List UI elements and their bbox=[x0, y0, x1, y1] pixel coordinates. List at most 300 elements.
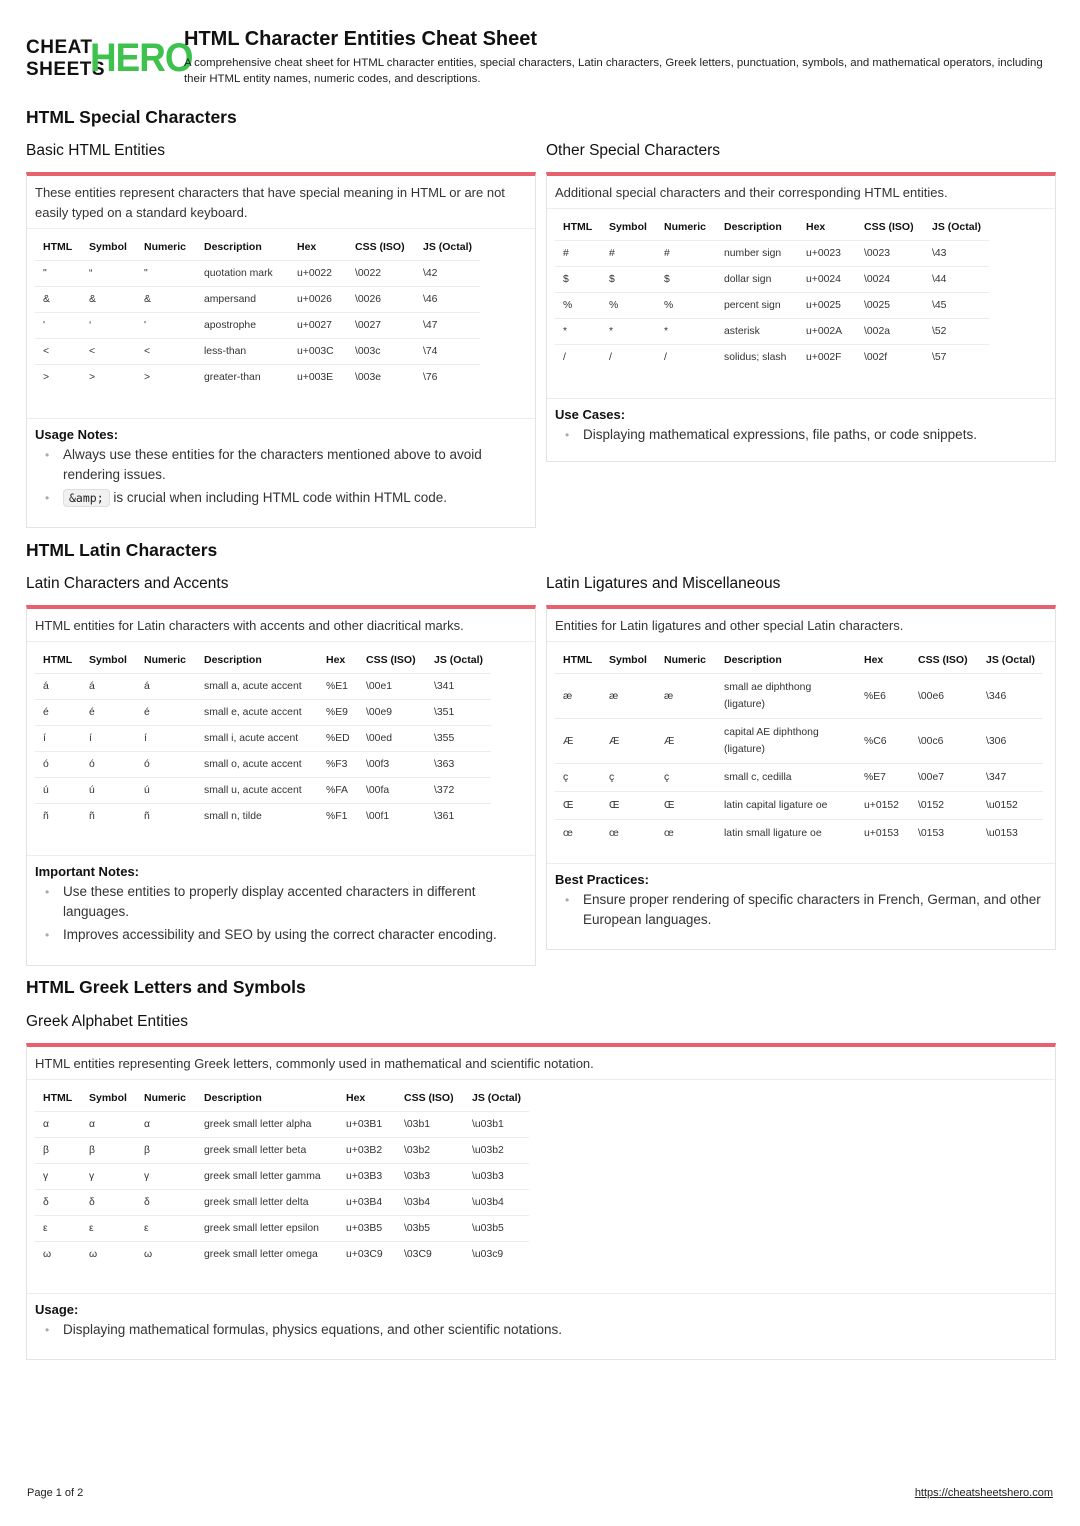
cell-numeric: $ bbox=[656, 267, 716, 293]
logo-text-cheat: CHEAT bbox=[26, 37, 93, 58]
column-header-hex: Hex bbox=[864, 654, 884, 666]
cell-html: γ bbox=[35, 1164, 81, 1190]
cell-html: Æ bbox=[555, 719, 601, 764]
cell-symbol: æ bbox=[601, 674, 656, 719]
cell-html: α bbox=[35, 1112, 81, 1138]
cell-symbol: ε bbox=[81, 1216, 136, 1242]
cell-css-iso: \03b1 bbox=[396, 1112, 464, 1138]
cell-symbol: * bbox=[601, 319, 656, 345]
column-header-html: HTML bbox=[43, 1092, 73, 1104]
cell-numeric: í bbox=[136, 726, 196, 752]
cell-html: ω bbox=[35, 1242, 81, 1268]
cell-css-iso: \03b3 bbox=[396, 1164, 464, 1190]
card-title-greek: Greek Alphabet Entities bbox=[26, 1013, 188, 1030]
cell-numeric: ε bbox=[136, 1216, 196, 1242]
column-header-description: Description bbox=[724, 654, 782, 666]
note-item: • Displaying mathematical formulas, physics equations, and other scientific notations. bbox=[45, 1320, 1047, 1340]
cell-html: # bbox=[555, 241, 601, 267]
cell-description: number sign bbox=[716, 241, 798, 267]
cell-hex: u+003C bbox=[289, 339, 347, 365]
table-header-row bbox=[35, 648, 491, 674]
column-header-hex: Hex bbox=[806, 221, 826, 233]
cell-html: & bbox=[35, 287, 81, 313]
card-title-basic: Basic HTML Entities bbox=[26, 142, 165, 159]
column-header-css-iso: CSS (ISO) bbox=[404, 1092, 454, 1104]
card-latin-accents bbox=[26, 605, 536, 966]
column-header-numeric: Numeric bbox=[664, 654, 707, 666]
table-row bbox=[555, 792, 1043, 820]
cell-html: æ bbox=[555, 674, 601, 719]
cell-numeric: < bbox=[136, 339, 196, 365]
table-row bbox=[35, 726, 491, 752]
cell-css-iso: \0024 bbox=[856, 267, 924, 293]
cell-js-octal: \45 bbox=[924, 293, 989, 319]
cell-js-octal: \u03b2 bbox=[464, 1138, 529, 1164]
cell-symbol: < bbox=[81, 339, 136, 365]
column-header-css-iso: CSS (ISO) bbox=[864, 221, 914, 233]
cell-description: greater-than bbox=[196, 365, 289, 391]
cell-js-octal: \76 bbox=[415, 365, 480, 391]
column-header-html: HTML bbox=[43, 241, 73, 253]
cell-description: greek small letter delta bbox=[196, 1190, 338, 1216]
cell-numeric: œ bbox=[656, 820, 716, 848]
cell-hex: u+0152 bbox=[856, 792, 910, 820]
cell-description: small o, acute accent bbox=[196, 752, 318, 778]
cell-hex: %FA bbox=[318, 778, 358, 804]
cell-css-iso: \03b2 bbox=[396, 1138, 464, 1164]
column-header-js-octal: JS (Octal) bbox=[932, 221, 982, 233]
cell-hex: u+002F bbox=[798, 345, 856, 371]
column-header-css-iso: CSS (ISO) bbox=[366, 654, 416, 666]
notes-heading: Use Cases: bbox=[555, 407, 626, 422]
cell-js-octal: \57 bbox=[924, 345, 989, 371]
table-row bbox=[35, 1216, 529, 1242]
card-description: HTML entities for Latin characters with accents and other diacritical marks. bbox=[27, 609, 535, 642]
column-header-numeric: Numeric bbox=[144, 241, 187, 253]
cell-symbol: “ bbox=[81, 261, 136, 287]
cell-description: greek small letter omega bbox=[196, 1242, 338, 1268]
table-header-row bbox=[555, 215, 989, 241]
cell-hex: %C6 bbox=[856, 719, 910, 764]
cell-description: small e, acute accent bbox=[196, 700, 318, 726]
table-row bbox=[35, 700, 491, 726]
cell-css-iso: \00c6 bbox=[910, 719, 978, 764]
cell-js-octal: \44 bbox=[924, 267, 989, 293]
cell-numeric: ' bbox=[136, 313, 196, 339]
table-row bbox=[555, 764, 1043, 792]
cell-numeric: á bbox=[136, 674, 196, 700]
cell-css-iso: \00fa bbox=[358, 778, 426, 804]
cell-numeric: ú bbox=[136, 778, 196, 804]
cell-css-iso: \00e9 bbox=[358, 700, 426, 726]
cell-hex: u+03C9 bbox=[338, 1242, 396, 1268]
column-header-symbol: Symbol bbox=[609, 221, 647, 233]
inline-code: &amp; bbox=[63, 489, 110, 507]
notes-heading: Best Practices: bbox=[555, 872, 649, 887]
cell-hex: u+002A bbox=[798, 319, 856, 345]
cell-numeric: ω bbox=[136, 1242, 196, 1268]
cell-html: ε bbox=[35, 1216, 81, 1242]
table-row bbox=[35, 1164, 529, 1190]
cell-numeric: α bbox=[136, 1112, 196, 1138]
note-item: • Displaying mathematical expressions, file paths, or code snippets. bbox=[565, 425, 1047, 445]
cell-js-octal: \341 bbox=[426, 674, 491, 700]
cell-html: β bbox=[35, 1138, 81, 1164]
table-row bbox=[35, 339, 480, 365]
cell-css-iso: \00e6 bbox=[910, 674, 978, 719]
cheatsheetshero-logo[interactable] bbox=[26, 36, 193, 80]
cell-description: latin capital ligature oe bbox=[716, 792, 856, 820]
cell-description: greek small letter beta bbox=[196, 1138, 338, 1164]
cell-symbol: í bbox=[81, 726, 136, 752]
card-title-other: Other Special Characters bbox=[546, 142, 721, 159]
section-title-special: HTML Special Characters bbox=[26, 107, 237, 127]
cell-hex: u+03B4 bbox=[338, 1190, 396, 1216]
column-header-js-octal: JS (Octal) bbox=[472, 1092, 522, 1104]
cell-numeric: > bbox=[136, 365, 196, 391]
card-description: HTML entities representing Greek letters, commonly used in mathematical and scientific notation. bbox=[27, 1047, 1055, 1080]
column-header-hex: Hex bbox=[297, 241, 317, 253]
cell-html: œ bbox=[555, 820, 601, 848]
column-header-html: HTML bbox=[563, 221, 593, 233]
column-header-description: Description bbox=[204, 1092, 262, 1104]
cell-css-iso: \00f1 bbox=[358, 804, 426, 830]
cell-numeric: " bbox=[136, 261, 196, 287]
cell-symbol: β bbox=[81, 1138, 136, 1164]
table-row bbox=[35, 752, 491, 778]
cell-css-iso: \0023 bbox=[856, 241, 924, 267]
column-header-symbol: Symbol bbox=[609, 654, 647, 666]
column-header-numeric: Numeric bbox=[144, 1092, 187, 1104]
cell-numeric: Œ bbox=[656, 792, 716, 820]
cell-html: í bbox=[35, 726, 81, 752]
greek-usage bbox=[27, 1293, 1055, 1340]
column-header-hex: Hex bbox=[346, 1092, 366, 1104]
cell-numeric: * bbox=[656, 319, 716, 345]
cell-description: small u, acute accent bbox=[196, 778, 318, 804]
column-header-description: Description bbox=[204, 241, 262, 253]
column-header-numeric: Numeric bbox=[144, 654, 187, 666]
cell-description: small ae diphthong (ligature) bbox=[716, 674, 856, 719]
cell-symbol: ñ bbox=[81, 804, 136, 830]
cell-description: ampersand bbox=[196, 287, 289, 313]
card-description: Additional special characters and their corresponding HTML entities. bbox=[547, 176, 1055, 209]
cell-symbol: ú bbox=[81, 778, 136, 804]
cell-css-iso: \0022 bbox=[347, 261, 415, 287]
cell-description: percent sign bbox=[716, 293, 798, 319]
card-other-special bbox=[546, 172, 1056, 462]
cell-css-iso: \003e bbox=[347, 365, 415, 391]
cell-css-iso: \03b5 bbox=[396, 1216, 464, 1242]
cell-hex: u+0027 bbox=[289, 313, 347, 339]
cell-description: small c, cedilla bbox=[716, 764, 856, 792]
cell-css-iso: \0026 bbox=[347, 287, 415, 313]
cell-hex: u+0022 bbox=[289, 261, 347, 287]
cell-html: * bbox=[555, 319, 601, 345]
cell-symbol: γ bbox=[81, 1164, 136, 1190]
cell-symbol: > bbox=[81, 365, 136, 391]
table-row bbox=[35, 1112, 529, 1138]
use-cases bbox=[547, 398, 1055, 445]
site-link[interactable]: https://cheatsheetshero.com bbox=[914, 1487, 1053, 1499]
column-header-hex: Hex bbox=[326, 654, 346, 666]
table-row bbox=[35, 365, 480, 391]
cell-hex: u+003E bbox=[289, 365, 347, 391]
column-header-js-octal: JS (Octal) bbox=[434, 654, 484, 666]
cell-numeric: / bbox=[656, 345, 716, 371]
cell-html: ú bbox=[35, 778, 81, 804]
cell-css-iso: \0025 bbox=[856, 293, 924, 319]
cell-hex: u+0026 bbox=[289, 287, 347, 313]
cell-css-iso: \00e1 bbox=[358, 674, 426, 700]
column-header-description: Description bbox=[724, 221, 782, 233]
cell-css-iso: \0027 bbox=[347, 313, 415, 339]
cell-description: capital AE diphthong (ligature) bbox=[716, 719, 856, 764]
cell-numeric: Æ bbox=[656, 719, 716, 764]
card-basic-entities bbox=[26, 172, 536, 528]
cell-description: quotation mark bbox=[196, 261, 289, 287]
cell-numeric: ç bbox=[656, 764, 716, 792]
cell-js-octal: \u0153 bbox=[978, 820, 1043, 848]
table-header-row bbox=[35, 1086, 529, 1112]
cell-html: ' bbox=[35, 313, 81, 339]
cell-hex: %F1 bbox=[318, 804, 358, 830]
table-row bbox=[555, 241, 989, 267]
entity-table bbox=[35, 648, 491, 830]
entity-table bbox=[555, 648, 1043, 847]
cell-description: apostrophe bbox=[196, 313, 289, 339]
cell-numeric: & bbox=[136, 287, 196, 313]
table-row bbox=[35, 1242, 529, 1268]
cell-symbol: # bbox=[601, 241, 656, 267]
cell-html: < bbox=[35, 339, 81, 365]
column-header-js-octal: JS (Octal) bbox=[986, 654, 1036, 666]
cell-hex: u+0024 bbox=[798, 267, 856, 293]
cell-hex: u+03B1 bbox=[338, 1112, 396, 1138]
cell-hex: %E6 bbox=[856, 674, 910, 719]
cell-css-iso: \00ed bbox=[358, 726, 426, 752]
table-row bbox=[35, 1138, 529, 1164]
cell-description: small n, tilde bbox=[196, 804, 318, 830]
cell-js-octal: \43 bbox=[924, 241, 989, 267]
important-notes bbox=[27, 855, 535, 945]
cell-css-iso: \00f3 bbox=[358, 752, 426, 778]
cell-js-octal: \47 bbox=[415, 313, 480, 339]
cell-js-octal: \351 bbox=[426, 700, 491, 726]
cell-js-octal: \363 bbox=[426, 752, 491, 778]
best-practices bbox=[547, 863, 1055, 930]
cell-description: latin small ligature oe bbox=[716, 820, 856, 848]
cell-js-octal: \u03b3 bbox=[464, 1164, 529, 1190]
page-subtitle: A comprehensive cheat sheet for HTML character entities, special characters, Latin characters, Greek letters, punctuation, symbols, and mathematical operators, including their HTML entity names, numeric codes, and descriptions. bbox=[184, 57, 1043, 85]
card-title-latin-accents: Latin Characters and Accents bbox=[26, 575, 229, 592]
cell-symbol: % bbox=[601, 293, 656, 319]
cell-symbol: δ bbox=[81, 1190, 136, 1216]
cell-numeric: ñ bbox=[136, 804, 196, 830]
cell-description: dollar sign bbox=[716, 267, 798, 293]
cell-symbol: Æ bbox=[601, 719, 656, 764]
cell-description: small i, acute accent bbox=[196, 726, 318, 752]
cell-hex: u+0023 bbox=[798, 241, 856, 267]
column-header-js-octal: JS (Octal) bbox=[423, 241, 473, 253]
cell-css-iso: \002f bbox=[856, 345, 924, 371]
cell-js-octal: \u03c9 bbox=[464, 1242, 529, 1268]
cell-html: > bbox=[35, 365, 81, 391]
cell-js-octal: \372 bbox=[426, 778, 491, 804]
card-greek-alphabet bbox=[26, 1043, 1056, 1360]
cell-description: less-than bbox=[196, 339, 289, 365]
cell-numeric: # bbox=[656, 241, 716, 267]
table-row bbox=[35, 674, 491, 700]
entity-table bbox=[555, 215, 989, 371]
cell-symbol: é bbox=[81, 700, 136, 726]
column-header-html: HTML bbox=[563, 654, 593, 666]
logo-text-hero: HERO bbox=[90, 36, 193, 80]
notes-heading: Usage: bbox=[35, 1302, 79, 1317]
cell-css-iso: \00e7 bbox=[910, 764, 978, 792]
cell-hex: u+03B2 bbox=[338, 1138, 396, 1164]
cell-html: é bbox=[35, 700, 81, 726]
cell-description: asterisk bbox=[716, 319, 798, 345]
cell-html: Œ bbox=[555, 792, 601, 820]
table-row bbox=[555, 293, 989, 319]
table-row bbox=[35, 313, 480, 339]
section-title-greek: HTML Greek Letters and Symbols bbox=[26, 977, 306, 997]
table-header-row bbox=[555, 648, 1043, 674]
cell-css-iso: \03b4 bbox=[396, 1190, 464, 1216]
card-title-latin-ligatures: Latin Ligatures and Miscellaneous bbox=[546, 575, 781, 592]
cell-js-octal: \74 bbox=[415, 339, 480, 365]
cell-symbol: á bbox=[81, 674, 136, 700]
cell-css-iso: \002a bbox=[856, 319, 924, 345]
entity-table bbox=[35, 1086, 529, 1268]
table-row bbox=[555, 345, 989, 371]
note-item: • Always use these entities for the characters mentioned above to avoid rendering issues. bbox=[45, 445, 527, 485]
page-header bbox=[26, 28, 1056, 90]
table-row bbox=[35, 261, 480, 287]
table-row bbox=[555, 719, 1043, 764]
section-title-latin: HTML Latin Characters bbox=[26, 540, 218, 560]
cell-hex: u+0153 bbox=[856, 820, 910, 848]
page-title: HTML Character Entities Cheat Sheet bbox=[184, 28, 538, 50]
table-row bbox=[555, 820, 1043, 848]
cell-js-octal: \u03b1 bbox=[464, 1112, 529, 1138]
cell-html: $ bbox=[555, 267, 601, 293]
column-header-html: HTML bbox=[43, 654, 73, 666]
note-item: • Use these entities to properly display accented characters in different languages. bbox=[45, 882, 527, 922]
cell-symbol: α bbox=[81, 1112, 136, 1138]
cell-symbol: $ bbox=[601, 267, 656, 293]
cell-js-octal: \346 bbox=[978, 674, 1043, 719]
cell-js-octal: \52 bbox=[924, 319, 989, 345]
column-header-symbol: Symbol bbox=[89, 241, 127, 253]
cell-hex: %E7 bbox=[856, 764, 910, 792]
note-item: • Improves accessibility and SEO by using the correct character encoding. bbox=[45, 925, 527, 945]
column-header-description: Description bbox=[204, 654, 262, 666]
cell-html: δ bbox=[35, 1190, 81, 1216]
cell-symbol: œ bbox=[601, 820, 656, 848]
cell-hex: %ED bbox=[318, 726, 358, 752]
cell-symbol: ω bbox=[81, 1242, 136, 1268]
cell-js-octal: \347 bbox=[978, 764, 1043, 792]
cell-js-octal: \u0152 bbox=[978, 792, 1043, 820]
cell-html: ó bbox=[35, 752, 81, 778]
cell-css-iso: \03C9 bbox=[396, 1242, 464, 1268]
cell-description: greek small letter gamma bbox=[196, 1164, 338, 1190]
notes-heading: Usage Notes: bbox=[35, 427, 119, 442]
note-text: is crucial when including HTML code within HTML code. bbox=[113, 490, 448, 505]
cell-js-octal: \355 bbox=[426, 726, 491, 752]
cell-symbol: ó bbox=[81, 752, 136, 778]
card-description: These entities represent characters that have special meaning in HTML or are not easily typed on a standard keyboard. bbox=[27, 176, 535, 229]
cell-numeric: % bbox=[656, 293, 716, 319]
cell-js-octal: \46 bbox=[415, 287, 480, 313]
cell-numeric: γ bbox=[136, 1164, 196, 1190]
cell-description: solidus; slash bbox=[716, 345, 798, 371]
cell-js-octal: \u03b4 bbox=[464, 1190, 529, 1216]
cell-numeric: æ bbox=[656, 674, 716, 719]
column-header-numeric: Numeric bbox=[664, 221, 707, 233]
card-latin-ligatures bbox=[546, 605, 1056, 950]
cell-js-octal: \361 bbox=[426, 804, 491, 830]
page-number: Page 1 of 2 bbox=[27, 1487, 84, 1499]
cell-html: % bbox=[555, 293, 601, 319]
table-row bbox=[35, 804, 491, 830]
column-header-css-iso: CSS (ISO) bbox=[355, 241, 405, 253]
cell-symbol: / bbox=[601, 345, 656, 371]
cell-html: / bbox=[555, 345, 601, 371]
cell-html: ñ bbox=[35, 804, 81, 830]
cell-numeric: ó bbox=[136, 752, 196, 778]
cell-js-octal: \306 bbox=[978, 719, 1043, 764]
cell-symbol: & bbox=[81, 287, 136, 313]
cell-description: greek small letter epsilon bbox=[196, 1216, 338, 1242]
cell-css-iso: \0152 bbox=[910, 792, 978, 820]
cell-symbol: Œ bbox=[601, 792, 656, 820]
cell-numeric: β bbox=[136, 1138, 196, 1164]
column-header-symbol: Symbol bbox=[89, 1092, 127, 1104]
table-row bbox=[35, 287, 480, 313]
cell-description: greek small letter alpha bbox=[196, 1112, 338, 1138]
card-description: Entities for Latin ligatures and other special Latin characters. bbox=[547, 609, 1055, 642]
cell-css-iso: \0153 bbox=[910, 820, 978, 848]
cell-hex: %F3 bbox=[318, 752, 358, 778]
cell-js-octal: \u03b5 bbox=[464, 1216, 529, 1242]
cell-hex: u+0025 bbox=[798, 293, 856, 319]
column-header-symbol: Symbol bbox=[89, 654, 127, 666]
cell-numeric: δ bbox=[136, 1190, 196, 1216]
table-row bbox=[35, 1190, 529, 1216]
logo-text-sheets: SHEETS bbox=[26, 59, 106, 80]
table-row bbox=[555, 267, 989, 293]
cell-hex: %E9 bbox=[318, 700, 358, 726]
cell-html: á bbox=[35, 674, 81, 700]
cell-js-octal: \42 bbox=[415, 261, 480, 287]
cell-symbol: ç bbox=[601, 764, 656, 792]
cell-html: ç bbox=[555, 764, 601, 792]
cell-symbol: ‘ bbox=[81, 313, 136, 339]
cell-hex: %E1 bbox=[318, 674, 358, 700]
table-row bbox=[35, 778, 491, 804]
notes-heading: Important Notes: bbox=[35, 864, 139, 879]
table-row bbox=[555, 319, 989, 345]
column-header-css-iso: CSS (ISO) bbox=[918, 654, 968, 666]
entity-table bbox=[35, 235, 480, 391]
cell-css-iso: \003c bbox=[347, 339, 415, 365]
note-item bbox=[45, 488, 527, 508]
cell-hex: u+03B5 bbox=[338, 1216, 396, 1242]
usage-notes bbox=[27, 418, 535, 508]
